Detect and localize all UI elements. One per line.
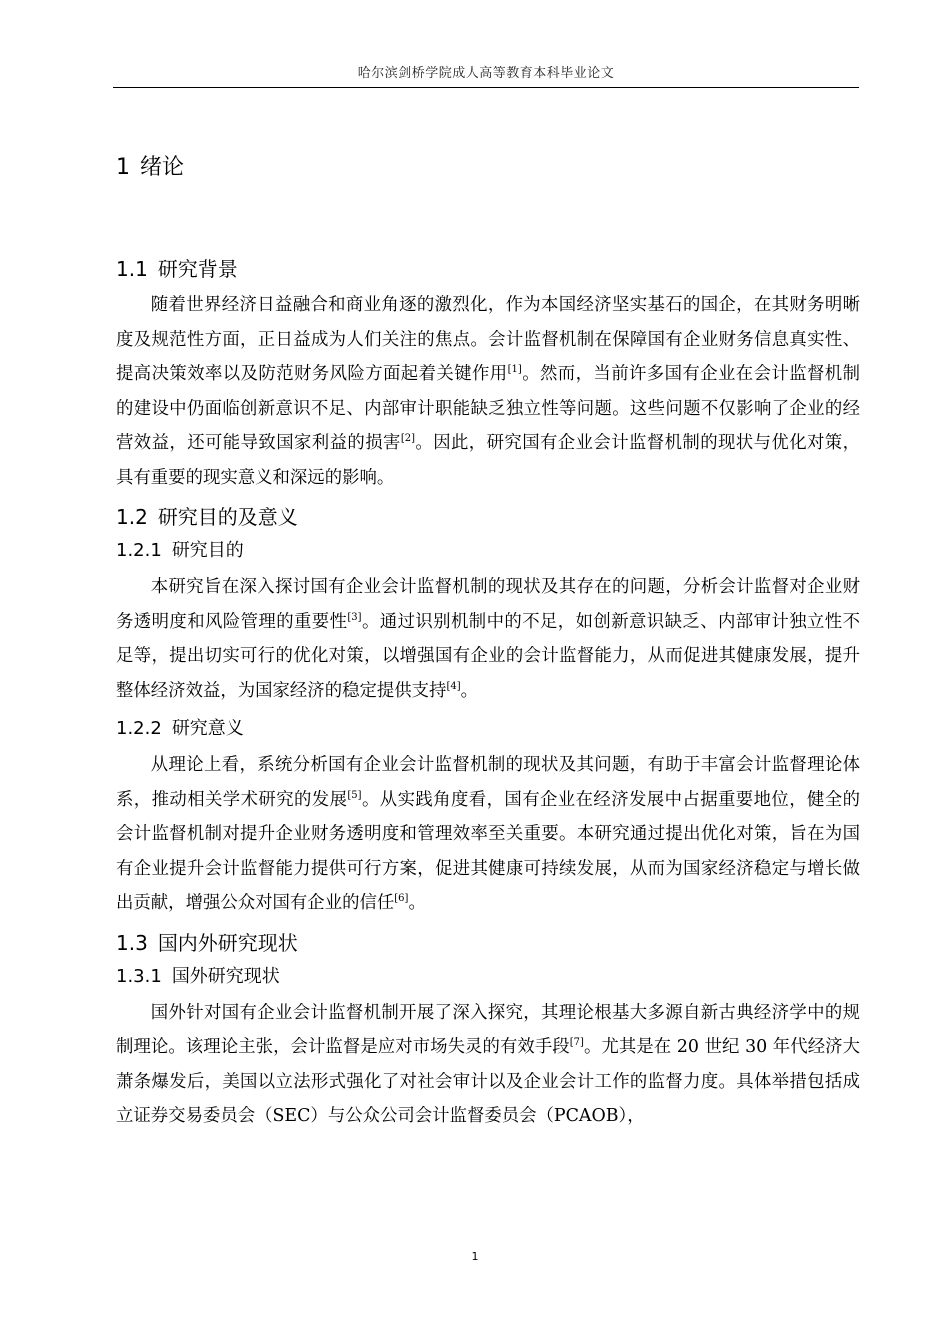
section-heading-1-1: [116, 253, 860, 282]
text-run: 国外针对国有企业会计监督机制开展了深入探究，其理论根基大多源自新古典经济学中的规制理论。该理论主张，会计监督是应对市场失灵的有效手段: [116, 1002, 860, 1057]
citation: [3]: [347, 611, 362, 623]
header-rule: [113, 87, 859, 88]
paragraph-significance: [116, 748, 860, 921]
chapter-number: 1: [116, 155, 130, 180]
section-number: 1.1: [116, 257, 148, 281]
section-title: 研究目的及意义: [157, 505, 298, 529]
text-run: 。尤其是在 20 世纪 30 年代经济大萧条爆发后，美国以立法形式强化了对社会审计以及企业会计工作的监督力度。具体举措包括成立证券交易委员会（SEC）与公众公司会计监督委员会（PCAOB），: [116, 1037, 860, 1126]
chapter-heading: [116, 150, 860, 181]
subsection-heading-1-3-1: [116, 962, 860, 988]
page-number: 1: [471, 1250, 479, 1263]
text-run: 。: [460, 680, 479, 701]
text-run: 随着世界经济日益融合和商业角逐的激烈化，作为本国经济坚实基石的国企，在其财务明晰度及规范性方面，正日益成为人们关注的焦点。会计监督机制在保障国有企业财务信息真实性、提高决策效率以及防范财务风险方面起着关键作用: [116, 295, 860, 384]
text-run: 。从实践角度看，国有企业在经济发展中占据重要地位，健全的会计监督机制对提升企业财务透明度和管理效率至关重要。本研究通过提出优化对策，旨在为国有企业提升会计监督能力提供可行方案，促进其健康可持续发展，从而为国家经济稳定与增长做出贡献，增强公众对国有企业的信任: [116, 789, 860, 913]
subsection-title: 研究意义: [171, 718, 244, 739]
subsection-heading-1-2-1: [116, 536, 860, 562]
section-number: 1.2: [116, 505, 148, 529]
section-title: 国内外研究现状: [157, 930, 298, 955]
text-run: 从理论上看，系统分析国有企业会计监督机制的现状及其问题，有助于丰富会计监督理论体系，推动相关学术研究的发展: [116, 755, 860, 810]
subsection-number: 1.3.1: [116, 965, 162, 987]
section-title: 研究背景: [157, 257, 238, 281]
text-run: 。因此，研究国有企业会计监督机制的现状与优化对策，具有重要的现实意义和深远的影响。: [116, 433, 860, 488]
text-run: 。然而，当前许多国有企业在会计监督机制的建设中仍面临创新意识不足、内部审计职能缺乏独立性等问题。这些问题不仅影响了企业的经营效益，还可能导致国家利益的损害: [116, 364, 860, 453]
citation: [6]: [394, 893, 409, 905]
running-header: 哈尔滨剑桥学院成人高等教育本科毕业论文: [357, 66, 615, 81]
citation: [4]: [446, 680, 461, 692]
paragraph-purpose: [116, 570, 860, 708]
citation: [5]: [347, 789, 362, 801]
citation: [1]: [507, 364, 522, 376]
paragraph-foreign-research: [116, 996, 860, 1134]
section-heading-1-2: [116, 501, 860, 530]
text-run: 。通过识别机制中的不足，如创新意识缺乏、内部审计独立性不足等，提出切实可行的优化对策，以增强国有企业的会计监督能力，从而促进其健康发展，提升整体经济效益，为国家经济的稳定提供支持: [116, 611, 860, 701]
subsection-number: 1.2.2: [116, 718, 162, 739]
citation: [2]: [400, 433, 415, 445]
citation: [7]: [569, 1037, 584, 1049]
subsection-heading-1-2-2: [116, 714, 860, 740]
subsection-number: 1.2.1: [116, 540, 162, 561]
section-number: 1.3: [116, 930, 148, 955]
text-run: 本研究旨在深入探讨国有企业会计监督机制的现状及其存在的问题，分析会计监督对企业财务透明度和风险管理的重要性: [116, 577, 860, 632]
chapter-title: 绪论: [140, 155, 185, 180]
paragraph-background: [116, 288, 860, 495]
page-content: [116, 140, 860, 1140]
subsection-title: 国外研究现状: [171, 965, 280, 987]
subsection-title: 研究目的: [171, 540, 244, 561]
text-run: 。: [408, 893, 426, 913]
section-heading-1-3: [116, 927, 860, 956]
